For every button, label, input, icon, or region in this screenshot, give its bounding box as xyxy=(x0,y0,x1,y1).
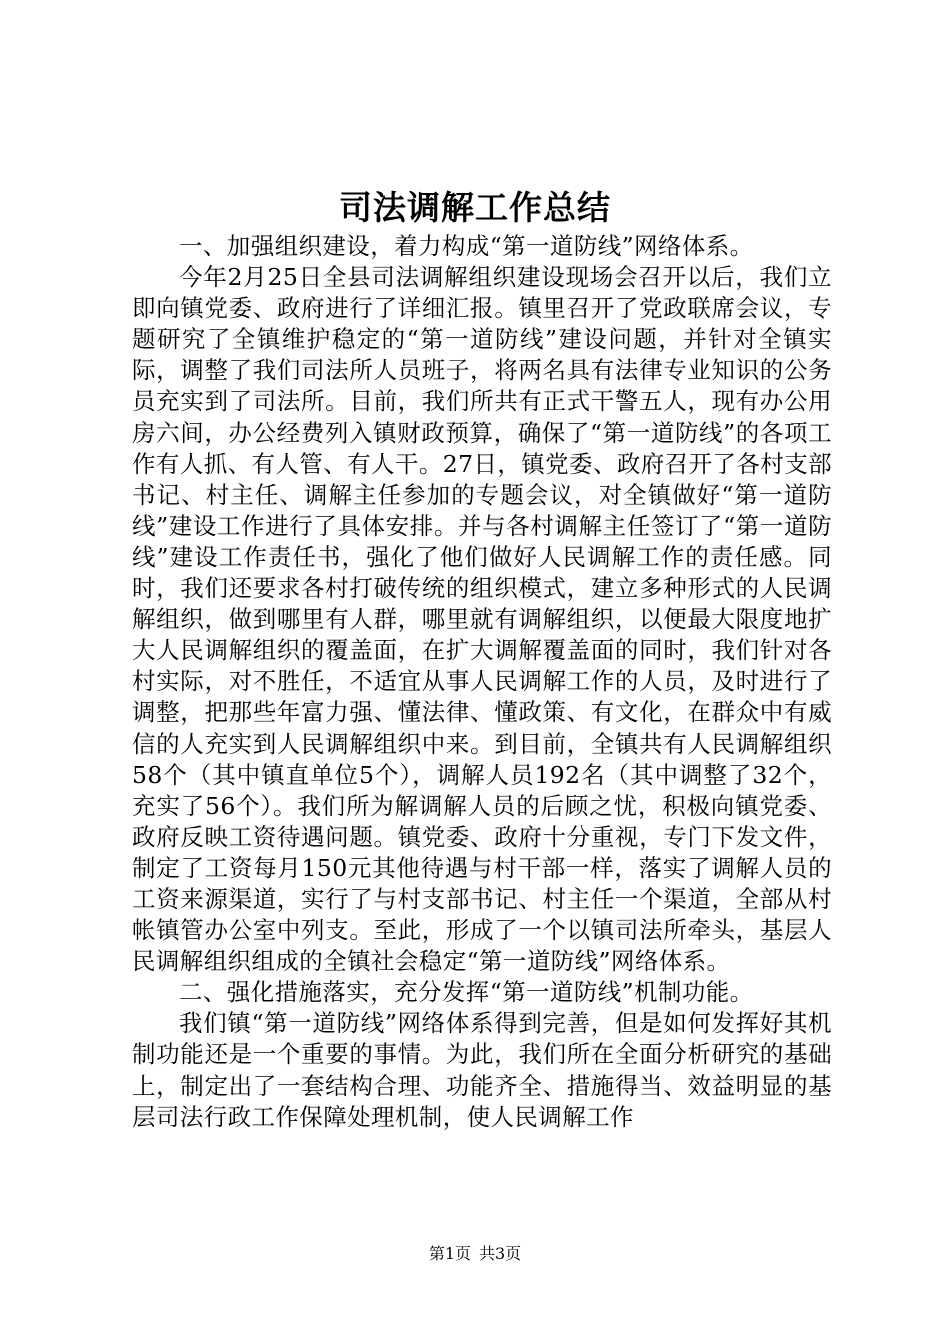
page-total: 共3页 xyxy=(479,1244,522,1263)
page-title: 司法调解工作总结 xyxy=(339,188,611,227)
page-number: 第1页 xyxy=(428,1244,471,1263)
section-heading-2: 二、强化措施落实，充分发挥“第一道防线”机制功能。 xyxy=(179,978,754,1007)
section-heading-1: 一、加强组织建设，着力构成“第一道防线”网络体系。 xyxy=(179,232,754,260)
body-paragraph-1: 今年2月25日全县司法调解组织建设现场会召开以后，我们立即向镇党委、政府进行了详细汇报。镇里召开了党政联席会议，专题研究了全镇维护稳定的“第一道防线”建设问题，并针对全镇实际，调整了我们司法所人员班子，将两名具有法律专业知识的公务员充实到了司法所。目前，我们所共有正式干警五人，现有办公用房六间，办公经费列入镇财政预算，确保了“第一道防线”的各项工作有人抓、有人管、有人干。27日，镇党委、政府召开了各村支部书记、村主任、调解主任参加的专题会议，对全镇做好“第一道防线”建设工作进行了具体安排。并与各村调解主任签订了“第一道防线”建设工作责任书，强化了他们做好人民调解工作的责任感。同时，我们还要求各村打破传统的组织模式，建立多种形式的人民调解组织，做到哪里有人群，哪里就有调解组织，以便最大限度地扩大人民调解组织的覆盖面，在扩大调解覆盖面的同时，我们针对各村实际，对不胜任，不适宜从事人民调解工作的人员，及时进行了调整，把那些年富力强、懂法律、懂政策、有文化，在群众中有威信的人充实到人民调解组织中来。到目前，全镇共有人民调解组织58个（其中镇直单位5个），调解人员192名（其中调整了32个，充实了56个）。我们所为解调解人员的后顾之忧，积极向镇党委、政府反映工资待遇问题。镇党委、政府十分重视，专门下发文件，制定了工资每月150元其他待遇与村干部一样，落实了调解人员的工资来源渠道，实行了与村支部书记、村主任一个渠道，全部从村帐镇管办公室中列支。至此，形成了一个以镇司法所牵头，基层人民调解组织组成的全镇社会稳定“第一道防线”网络体系。 xyxy=(132,263,832,976)
document-body xyxy=(132,231,832,1133)
page-footer xyxy=(0,1244,950,1264)
body-paragraph-2: 我们镇“第一道防线”网络体系得到完善，但是如何发挥好其机制功能还是一个重要的事情。为此，我们所在全面分析研究的基础上，制定出了一套结构合理、功能齐全、措施得当、效益明显的基层司法行政工作保障处理机制，使人民调解工作 xyxy=(132,1009,832,1131)
